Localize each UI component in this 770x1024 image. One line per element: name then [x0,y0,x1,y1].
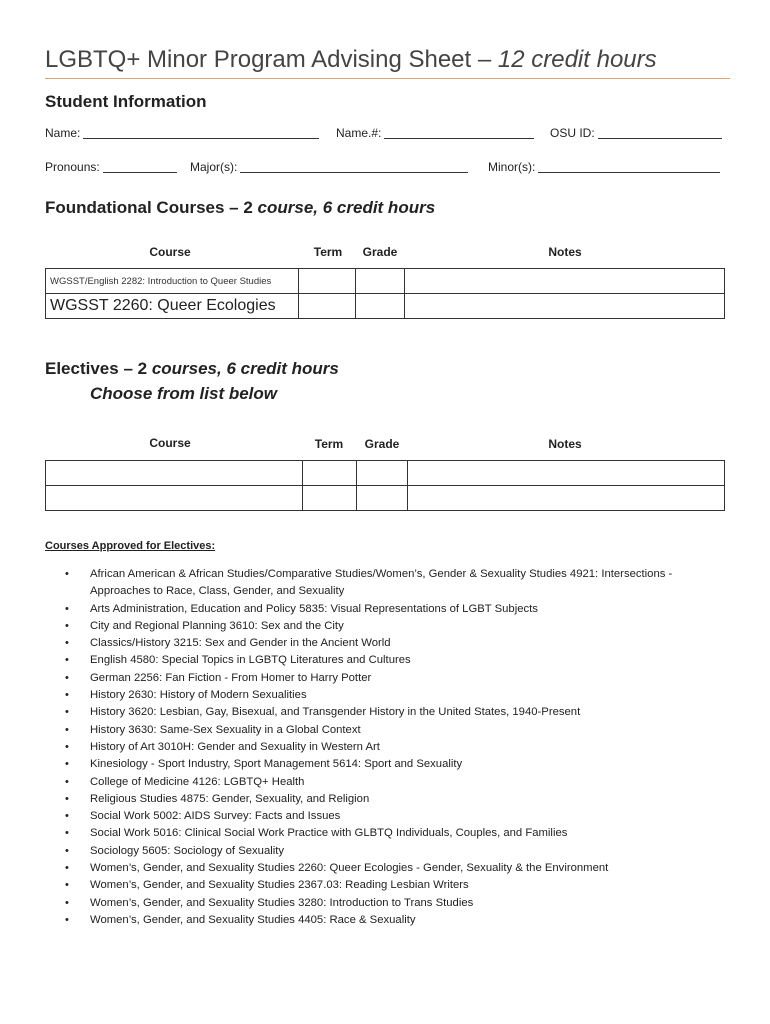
list-item [45,566,735,601]
notes-cell[interactable] [408,486,725,511]
term-cell[interactable] [303,461,357,486]
list-item [45,687,735,704]
pronouns-blank[interactable] [103,160,177,173]
course-text: Women’s, Gender, and Sexuality Studies 4405: Race & Sexuality [90,913,416,926]
electives-col-course: Course [149,436,191,450]
course-text: College of Medicine 4126: LGBTQ+ Health [90,775,305,788]
course-cell[interactable] [46,461,303,486]
table-row [46,269,725,294]
pronouns-label: Pronouns: [45,160,100,174]
bullet-icon: • [65,810,69,823]
foundational-col-grade: Grade [362,245,398,259]
osu-id-field[interactable] [550,126,722,140]
list-item [45,756,735,773]
list-item [45,791,735,808]
foundational-col-term: Term [313,245,343,259]
list-item [45,808,735,825]
foundational-table [45,268,725,319]
list-item [45,860,735,877]
bullet-icon: • [65,619,69,632]
course-text: African American & African Studies/Comparative Studies/Women’s, Gender & Sexuality Studies 4921: Intersections - Approaches to Race, Class, Gender, and Sexuality [90,568,673,598]
title-main: LGBTQ+ Minor Program Advising Sheet – [45,46,498,73]
list-item [45,635,735,652]
electives-heading-italic: courses, 6 credit hours [151,359,339,378]
term-cell[interactable] [299,269,356,294]
course-text: English 4580: Special Topics in LGBTQ Literatures and Cultures [90,654,411,667]
name-blank[interactable] [83,126,319,139]
majors-blank[interactable] [240,160,468,173]
list-item [45,601,735,618]
majors-label: Major(s): [190,160,238,174]
osu-id-blank[interactable] [598,126,722,139]
title-credit-hours: 12 credit hours [497,46,657,73]
course-text: History of Art 3010H: Gender and Sexuality in Western Art [90,740,380,753]
list-item [45,739,735,756]
electives-subheading: Choose from list below [90,384,278,403]
bullet-icon: • [65,689,69,702]
osu-id-label: OSU ID: [550,126,595,140]
course-cell[interactable] [46,486,303,511]
grade-cell[interactable] [356,294,405,319]
course-text: Social Work 5016: Clinical Social Work Practice with GLBTQ Individuals, Couples, and Families [90,827,568,840]
course-text: Social Work 5002: AIDS Survey: Facts and Issues [90,810,341,823]
bullet-icon: • [65,671,69,684]
foundational-heading [45,198,435,218]
notes-cell[interactable] [408,461,725,486]
list-item [45,895,735,912]
bullet-icon: • [65,602,69,615]
page-title [45,46,730,79]
approved-course-list [45,566,735,929]
bullet-icon: • [65,862,69,875]
minors-field[interactable] [488,160,720,174]
notes-cell[interactable] [405,269,725,294]
course-text: Sociology 5605: Sociology of Sexuality [90,844,285,857]
course-text: German 2256: Fan Fiction - From Homer to Harry Potter [90,671,372,684]
grade-cell[interactable] [357,486,408,511]
list-item [45,670,735,687]
course-text: History 3620: Lesbian, Gay, Bisexual, and Transgender History in the United States, 1940-Present [90,706,581,719]
course-text: Kinesiology - Sport Industry, Sport Management 5614: Sport and Sexuality [90,758,463,771]
list-item [45,774,735,791]
bullet-icon: • [65,740,69,753]
course-cell: WGSST/English 2282: Introduction to Queer Studies [46,269,299,294]
course-text: Religious Studies 4875: Gender, Sexuality, and Religion [90,792,370,805]
foundational-col-course: Course [149,245,191,259]
bullet-icon: • [65,827,69,840]
list-item [45,843,735,860]
majors-field[interactable] [190,160,468,174]
course-text: Women’s, Gender, and Sexuality Studies 3280: Introduction to Trans Studies [90,896,474,909]
list-item [45,618,735,635]
bullet-icon: • [65,844,69,857]
bullet-icon: • [65,723,69,736]
name-label: Name: [45,126,81,140]
list-item [45,722,735,739]
name-number-blank[interactable] [384,126,534,139]
bullet-icon: • [65,792,69,805]
electives-table [45,460,725,511]
pronouns-field[interactable] [45,160,177,174]
electives-col-notes: Notes [548,437,582,451]
electives-heading [45,359,339,379]
minors-blank[interactable] [538,160,720,173]
bullet-icon: • [65,913,69,926]
name-field[interactable] [45,126,319,140]
term-cell[interactable] [303,486,357,511]
bullet-icon: • [65,654,69,667]
foundational-heading-italic: course, 6 credit hours [257,198,436,217]
list-item [45,912,735,929]
table-row [46,294,725,319]
bullet-icon: • [65,637,69,650]
course-text: History 2630: History of Modern Sexualities [90,689,307,702]
course-text: Women’s, Gender, and Sexuality Studies 2260: Queer Ecologies - Gender, Sexuality & the Environment [90,862,609,875]
bullet-icon: • [65,706,69,719]
electives-col-term: Term [314,437,344,451]
approved-heading: Courses Approved for Electives: [45,540,216,552]
bullet-icon: • [65,758,69,771]
notes-cell[interactable] [405,294,725,319]
bullet-icon: • [65,896,69,909]
name-number-field[interactable] [336,126,534,140]
list-item [45,704,735,721]
grade-cell[interactable] [356,269,405,294]
table-row [46,486,725,511]
bullet-icon: • [65,775,69,788]
electives-col-grade: Grade [364,437,400,451]
course-text: History 3630: Same-Sex Sexuality in a Global Context [90,723,361,736]
list-item [45,825,735,842]
minors-label: Minor(s): [488,160,536,174]
course-text: Women’s, Gender, and Sexuality Studies 2367.03: Reading Lesbian Writers [90,879,469,892]
grade-cell[interactable] [357,461,408,486]
student-info-heading: Student Information [45,92,207,111]
foundational-heading-main: Foundational Courses – 2 [45,198,258,217]
course-cell: WGSST 2260: Queer Ecologies [46,294,299,319]
bullet-icon: • [65,879,69,892]
course-text: City and Regional Planning 3610: Sex and the City [90,619,344,632]
list-item [45,877,735,894]
list-item [45,652,735,669]
bullet-icon: • [65,568,69,580]
table-row [46,461,725,486]
name-number-label: Name.#: [336,126,382,140]
course-text: Arts Administration, Education and Policy 5835: Visual Representations of LGBT Subjects [90,602,538,615]
course-text: Classics/History 3215: Sex and Gender in the Ancient World [90,637,391,650]
term-cell[interactable] [299,294,356,319]
electives-heading-main: Electives – 2 [45,359,152,378]
foundational-col-notes: Notes [548,245,582,259]
